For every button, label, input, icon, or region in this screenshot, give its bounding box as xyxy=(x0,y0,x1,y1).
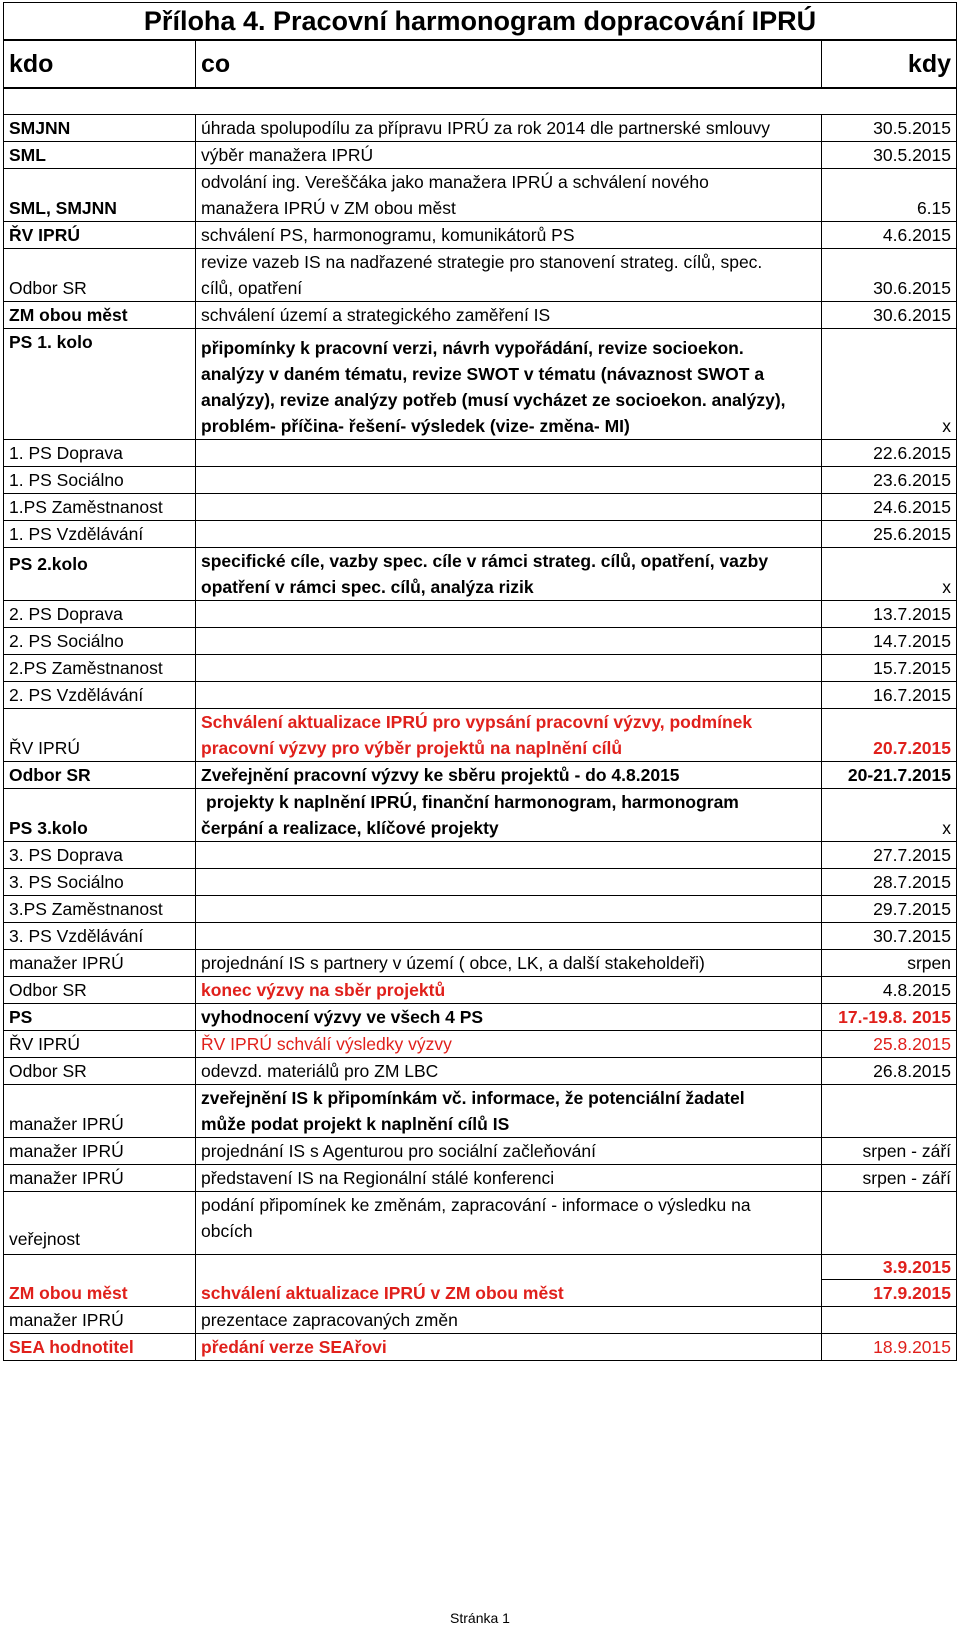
table-row xyxy=(4,520,957,547)
cell-kdy: x xyxy=(822,328,957,439)
cell-co xyxy=(196,788,822,841)
cell-kdo: PS 3.kolo xyxy=(4,788,196,841)
table-row xyxy=(4,788,957,841)
table-row xyxy=(4,976,957,1003)
cell-kdy: 25.6.2015 xyxy=(822,520,957,547)
cell-kdo: SML xyxy=(4,141,196,168)
cell-co-line: podání připomínek ke změnám, zapracování - informace o výsledku na xyxy=(201,1194,751,1215)
cell-kdo: 2. PS Sociálno xyxy=(4,627,196,654)
table-row xyxy=(4,1084,957,1137)
cell-kdy-line: 17.9.2015 xyxy=(873,1282,952,1303)
table-row xyxy=(4,708,957,761)
table-row xyxy=(4,1164,957,1191)
cell-kdo: manažer IPRÚ xyxy=(4,1164,196,1191)
cell-co xyxy=(196,493,822,520)
cell-co-line: zveřejnění IS k připomínkám vč. informace, že potenciální žadatel xyxy=(201,1087,745,1108)
cell-kdo: manažer IPRÚ xyxy=(4,1137,196,1164)
title-row xyxy=(4,3,957,41)
table-row xyxy=(4,922,957,949)
cell-kdo: 1.PS Zaměstnanost xyxy=(4,493,196,520)
cell-co: schválení PS, harmonogramu, komunikátorů PS xyxy=(196,221,822,248)
cell-kdy: x xyxy=(822,547,957,600)
table-row xyxy=(4,841,957,868)
cell-kdy: srpen - září xyxy=(822,1164,957,1191)
cell-co: konec výzvy na sběr projektů xyxy=(196,976,822,1003)
cell-co-line: připomínky k pracovní verzi, návrh vypořádání, revize socioekon. xyxy=(201,337,744,358)
header-row xyxy=(4,40,957,88)
cell-co-line: cílů, opatření xyxy=(201,277,303,298)
cell-kdo: PS xyxy=(4,1003,196,1030)
cell-co: úhrada spolupodílu za přípravu IPRÚ za rok 2014 dle partnerské smlouvy xyxy=(196,114,822,141)
cell-kdy: x xyxy=(822,788,957,841)
cell-kdo: SEA hodnotitel xyxy=(4,1333,196,1360)
cell-co-line: může podat projekt k naplnění cílů IS xyxy=(201,1113,510,1134)
cell-co xyxy=(196,547,822,600)
cell-kdo: SMJNN xyxy=(4,114,196,141)
cell-co xyxy=(196,922,822,949)
cell-co: představení IS na Regionální stálé konferenci xyxy=(196,1164,822,1191)
cell-kdy: 6.15 xyxy=(822,168,957,221)
cell-kdo: 3. PS Sociálno xyxy=(4,868,196,895)
cell-co: projednání IS s partnery v území ( obce, LK, a další stakeholdeři) xyxy=(196,949,822,976)
cell-kdy: 13.7.2015 xyxy=(822,600,957,627)
table-row xyxy=(4,328,957,439)
table-row xyxy=(4,1030,957,1057)
cell-kdy: 30.5.2015 xyxy=(822,114,957,141)
cell-kdy xyxy=(822,1254,957,1306)
cell-kdo: PS 2.kolo xyxy=(4,547,196,600)
cell-co-line: analýzy), revize analýzy potřeb (musí vycházet ze socioekon. analýzy), xyxy=(201,389,786,410)
cell-kdo: ŘV IPRÚ xyxy=(4,221,196,248)
table-row xyxy=(4,1306,957,1333)
table-row xyxy=(4,1333,957,1360)
cell-kdo: SML, SMJNN xyxy=(4,168,196,221)
cell-kdy: 26.8.2015 xyxy=(822,1057,957,1084)
cell-co: prezentace zapracovaných změn xyxy=(196,1306,822,1333)
table-row xyxy=(4,439,957,466)
cell-co: Zveřejnění pracovní výzvy ke sběru projektů - do 4.8.2015 xyxy=(196,761,822,788)
cell-co xyxy=(196,841,822,868)
cell-kdo: manažer IPRÚ xyxy=(4,1084,196,1137)
table-row xyxy=(4,1057,957,1084)
schedule-table xyxy=(3,2,957,1361)
cell-kdy-line: 3.9.2015 xyxy=(822,1255,956,1280)
cell-kdy: srpen xyxy=(822,949,957,976)
table-row xyxy=(4,1003,957,1030)
cell-kdy: 30.6.2015 xyxy=(822,301,957,328)
table-row xyxy=(4,493,957,520)
table-row xyxy=(4,301,957,328)
cell-kdy: 15.7.2015 xyxy=(822,654,957,681)
spreadsheet-sheet xyxy=(3,2,956,1361)
cell-kdo: 3. PS Doprava xyxy=(4,841,196,868)
header-kdo: kdo xyxy=(4,40,196,88)
cell-kdo: 1. PS Doprava xyxy=(4,439,196,466)
cell-co-line: Schválení aktualizace IPRÚ pro vypsání pracovní výzvy, podmínek xyxy=(201,711,753,732)
cell-kdy: 18.9.2015 xyxy=(822,1333,957,1360)
cell-kdy: 17.-19.8. 2015 xyxy=(822,1003,957,1030)
cell-co xyxy=(196,248,822,301)
cell-co: vyhodnocení výzvy ve všech 4 PS xyxy=(196,1003,822,1030)
table-row xyxy=(4,114,957,141)
cell-co xyxy=(196,681,822,708)
page-footer: Stránka 1 xyxy=(450,1610,510,1626)
cell-co xyxy=(196,439,822,466)
cell-kdy: srpen - září xyxy=(822,1137,957,1164)
table-row xyxy=(4,654,957,681)
cell-kdo: 3. PS Vzdělávání xyxy=(4,922,196,949)
cell-kdo: manažer IPRÚ xyxy=(4,1306,196,1333)
cell-kdy: 29.7.2015 xyxy=(822,895,957,922)
cell-kdy: 25.8.2015 xyxy=(822,1030,957,1057)
table-row xyxy=(4,221,957,248)
cell-kdy: 14.7.2015 xyxy=(822,627,957,654)
cell-kdy: 30.6.2015 xyxy=(822,248,957,301)
cell-co: schválení území a strategického zaměření IS xyxy=(196,301,822,328)
cell-co: ŘV IPRÚ schválí výsledky výzvy xyxy=(196,1030,822,1057)
table-row xyxy=(4,141,957,168)
table-row xyxy=(4,1254,957,1306)
cell-co xyxy=(196,520,822,547)
cell-co: předání verze SEAřovi xyxy=(196,1333,822,1360)
cell-co-line: projekty k naplnění IPRÚ, finanční harmonogram, harmonogram xyxy=(206,791,739,812)
cell-co-line: čerpání a realizace, klíčové projekty xyxy=(201,817,499,838)
table-row xyxy=(4,681,957,708)
cell-co-line: obcích xyxy=(201,1220,253,1241)
cell-co-line: opatření v rámci spec. cílů, analýza rizik xyxy=(201,576,534,597)
cell-co xyxy=(196,168,822,221)
table-row xyxy=(4,895,957,922)
cell-kdo: manažer IPRÚ xyxy=(4,949,196,976)
spacer-row xyxy=(4,88,957,114)
cell-co-line: pracovní výzvy pro výběr projektů na naplnění cílů xyxy=(201,737,623,758)
cell-co xyxy=(196,895,822,922)
cell-kdo: 2. PS Doprava xyxy=(4,600,196,627)
cell-kdy: 27.7.2015 xyxy=(822,841,957,868)
cell-co: schválení aktualizace IPRÚ v ZM obou měst xyxy=(196,1254,822,1306)
cell-co xyxy=(196,868,822,895)
cell-kdo: 2.PS Zaměstnanost xyxy=(4,654,196,681)
header-co: co xyxy=(196,40,822,88)
cell-kdo: 2. PS Vzdělávání xyxy=(4,681,196,708)
cell-kdy: 24.6.2015 xyxy=(822,493,957,520)
cell-kdy: 4.8.2015 xyxy=(822,976,957,1003)
cell-co: odevzd. materiálů pro ZM LBC xyxy=(196,1057,822,1084)
cell-kdo: veřejnost xyxy=(4,1191,196,1254)
cell-co xyxy=(196,1084,822,1137)
table-row xyxy=(4,1191,957,1254)
table-row xyxy=(4,761,957,788)
table-row xyxy=(4,627,957,654)
table-row xyxy=(4,600,957,627)
cell-kdy xyxy=(822,1084,957,1137)
table-row xyxy=(4,168,957,221)
table-row xyxy=(4,547,957,600)
cell-kdy: 20-21.7.2015 xyxy=(822,761,957,788)
cell-co xyxy=(196,328,822,439)
cell-kdo: 3.PS Zaměstnanost xyxy=(4,895,196,922)
cell-kdy: 23.6.2015 xyxy=(822,466,957,493)
cell-kdy xyxy=(822,1306,957,1333)
cell-kdo: Odbor SR xyxy=(4,248,196,301)
cell-kdy: 16.7.2015 xyxy=(822,681,957,708)
cell-kdo: ZM obou měst xyxy=(4,301,196,328)
cell-co xyxy=(196,708,822,761)
cell-kdo: 1. PS Sociálno xyxy=(4,466,196,493)
header-kdy: kdy xyxy=(822,40,957,88)
cell-kdo: PS 1. kolo xyxy=(4,328,196,439)
cell-co-line: manažera IPRÚ v ZM obou měst xyxy=(201,197,456,218)
cell-kdy: 28.7.2015 xyxy=(822,868,957,895)
cell-co xyxy=(196,627,822,654)
cell-co-line: odvolání ing. Vereščáka jako manažera IPRÚ a schválení nového xyxy=(201,171,709,192)
cell-co: výběr manažera IPRÚ xyxy=(196,141,822,168)
cell-kdy: 20.7.2015 xyxy=(822,708,957,761)
cell-kdy xyxy=(822,1191,957,1254)
table-row xyxy=(4,466,957,493)
table-row xyxy=(4,868,957,895)
table-row xyxy=(4,1137,957,1164)
cell-co xyxy=(196,1191,822,1254)
cell-kdy: 30.7.2015 xyxy=(822,922,957,949)
cell-kdo: ŘV IPRÚ xyxy=(4,1030,196,1057)
cell-kdo: ZM obou měst xyxy=(4,1254,196,1306)
cell-co-line: problém- příčina- řešení- výsledek (vize- změna- MI) xyxy=(201,415,630,436)
cell-co-line: specifické cíle, vazby spec. cíle v rámci strateg. cílů, opatření, vazby xyxy=(201,550,769,571)
cell-co xyxy=(196,654,822,681)
cell-kdo: Odbor SR xyxy=(4,761,196,788)
table-row xyxy=(4,949,957,976)
cell-co-line: revize vazeb IS na nadřazené strategie pro stanovení strateg. cílů, spec. xyxy=(201,251,763,272)
cell-kdy: 22.6.2015 xyxy=(822,439,957,466)
cell-kdy: 4.6.2015 xyxy=(822,221,957,248)
cell-co xyxy=(196,466,822,493)
document-title: Příloha 4. Pracovní harmonogram dopracování IPRÚ xyxy=(4,3,957,41)
table-row xyxy=(4,248,957,301)
cell-kdo: Odbor SR xyxy=(4,976,196,1003)
cell-co-line: analýzy v daném tématu, revize SWOT v tématu (návaznost SWOT a xyxy=(201,363,765,384)
cell-co: projednání IS s Agenturou pro sociální začleňování xyxy=(196,1137,822,1164)
cell-kdy: 30.5.2015 xyxy=(822,141,957,168)
cell-kdo: Odbor SR xyxy=(4,1057,196,1084)
cell-kdo: 1. PS Vzdělávání xyxy=(4,520,196,547)
cell-kdo: ŘV IPRÚ xyxy=(4,708,196,761)
cell-co xyxy=(196,600,822,627)
